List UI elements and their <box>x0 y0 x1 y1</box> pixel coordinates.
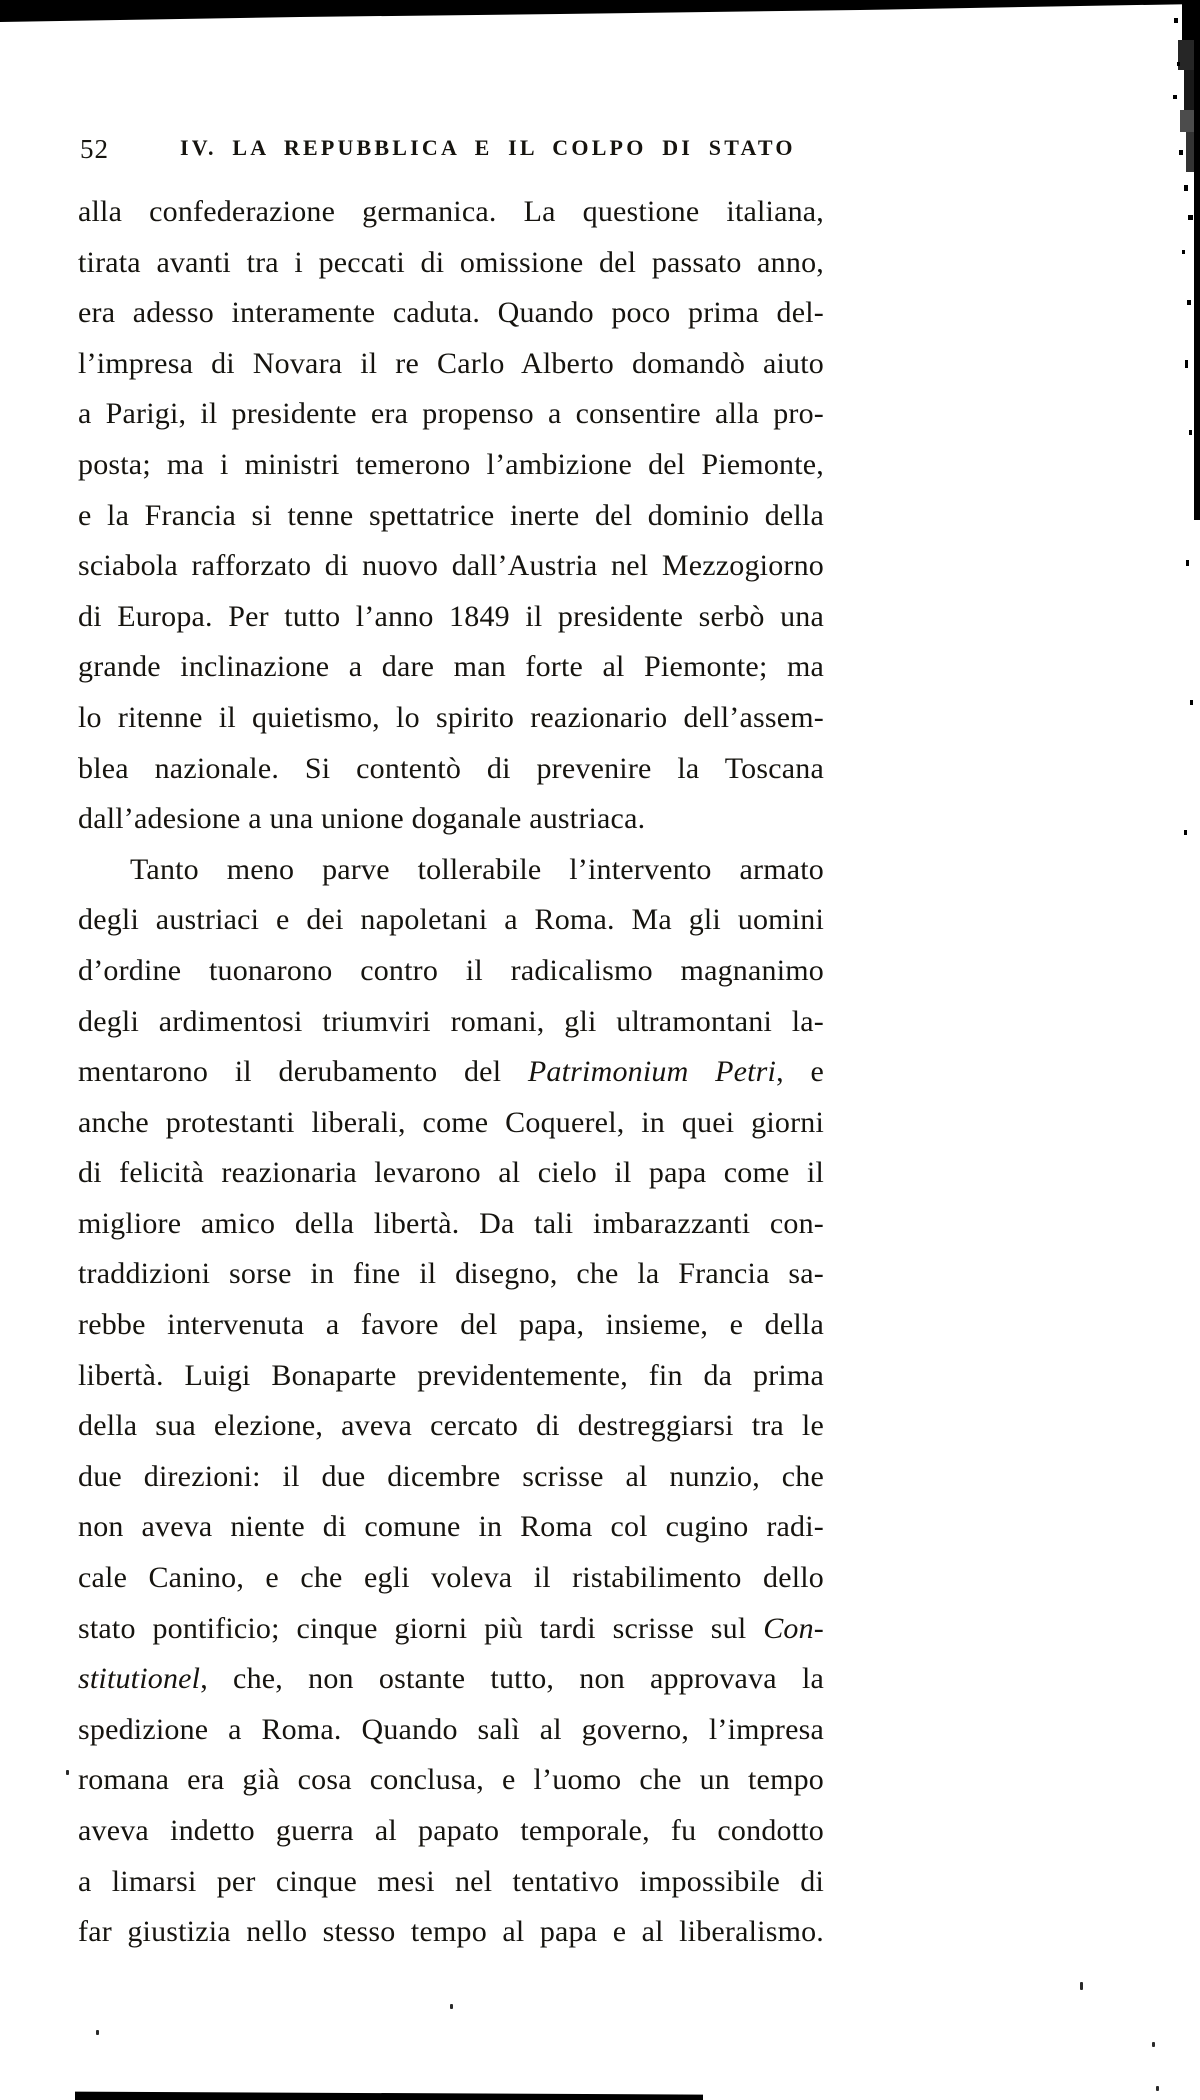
body-text: due direzioni: il due dicembre scrisse al nunzio, che <box>78 1459 824 1493</box>
scan-artifact-right-edge <box>1172 0 1200 900</box>
scan-speck <box>96 2030 99 2035</box>
body-text: anche protestanti liberali, come Coquerel, in quei giorni <box>78 1105 824 1139</box>
text-line <box>78 693 824 744</box>
body-text: d’ordine tuonarono contro il radicalismo magnanimo <box>78 953 824 987</box>
text-line <box>78 1857 824 1908</box>
body-text: a limarsi per cinque mesi nel tentativo impossibile di <box>78 1864 824 1898</box>
text-line <box>78 1452 824 1503</box>
body-text: libertà. Luigi Bonaparte previdentemente, fin da prima <box>78 1358 824 1392</box>
text-line <box>78 187 824 238</box>
body-text: alla confederazione germanica. La questione italiana, <box>78 195 824 228</box>
scan-artifact-bottom-bar <box>75 2088 703 2100</box>
body-text: , che, non ostante tutto, non approvava la <box>200 1662 824 1696</box>
body-text: e la Francia si tenne spettatrice inerte del dominio della <box>78 498 824 532</box>
body-text: posta; ma i ministri temerono l’ambizione del Piemonte, <box>78 447 824 481</box>
body-text: blea nazionale. Si contentò di prevenire la Toscana <box>78 751 824 785</box>
text-line <box>78 1401 824 1452</box>
text-line <box>78 794 824 845</box>
text-line <box>78 491 824 542</box>
running-header: IV. LA REPUBBLICA E IL COLPO DI STATO <box>180 135 796 160</box>
text-line <box>78 895 824 946</box>
body-text: cale Canino, e che egli voleva il ristabilimento dello <box>78 1561 824 1595</box>
scan-speck <box>1156 2086 1159 2091</box>
text-line <box>78 1148 824 1199</box>
scan-speck <box>66 1770 69 1775</box>
text-line <box>78 1705 824 1756</box>
text-line <box>78 997 824 1048</box>
text-line <box>78 1755 824 1806</box>
text-line <box>78 1249 824 1300</box>
text-line <box>78 946 824 997</box>
body-text: grande inclinazione a dare man forte al Piemonte; ma <box>78 650 824 684</box>
body-text: sciabola rafforzato di nuovo dall’Austria nel Mezzogiorno <box>78 549 824 583</box>
body-text: non aveva niente di comune in Roma col cugino radi- <box>78 1510 824 1544</box>
text-line <box>78 1806 824 1857</box>
page-text <box>78 187 824 1958</box>
italic-text: stitutionel <box>78 1662 201 1696</box>
body-text: far giustizia nello stesso tempo al papa e al liberalismo. <box>78 1915 824 1949</box>
body-text: rebbe intervenuta a favore del papa, insieme, e della <box>78 1308 824 1342</box>
text-line <box>78 845 824 896</box>
body-text: degli ardimentosi triumviri romani, gli ultramontani la- <box>78 1004 824 1038</box>
body-text: spedizione a Roma. Quando salì al governo, l’impresa <box>78 1712 824 1746</box>
body-text: traddizioni sorse in fine il disegno, che la Francia sa- <box>78 1257 824 1291</box>
italic-text: Patrimonium Petri <box>527 1055 777 1089</box>
body-text: dall’adesione a una unione doganale austriaca. <box>78 802 646 836</box>
scan-speck <box>450 2004 453 2009</box>
body-text: lo ritenne il quietismo, lo spirito reazionario dell’assem- <box>78 700 824 734</box>
body-text: stato pontificio; cinque giorni più tardi scrisse sul <box>78 1611 764 1645</box>
text-line <box>78 1502 824 1553</box>
scan-artifact-top-bar <box>0 0 1200 26</box>
body-text: migliore amico della libertà. Da tali imbarazzanti con- <box>78 1206 824 1240</box>
text-line <box>78 1553 824 1604</box>
text-line <box>78 1098 824 1149</box>
text-line <box>78 1351 824 1402</box>
text-line <box>78 339 824 390</box>
body-text: mentarono il derubamento del <box>78 1055 528 1089</box>
body-text: aveva indetto guerra al papato temporale, fu condotto <box>78 1814 824 1847</box>
text-line <box>78 744 824 795</box>
body-text: tirata avanti tra i peccati di omissione del passato anno, <box>78 245 824 279</box>
text-line <box>78 440 824 491</box>
body-text: a Parigi, il presidente era propenso a consentire alla pro- <box>78 397 824 431</box>
body-text: romana era già cosa conclusa, e l’uomo che un tempo <box>78 1763 824 1797</box>
body-text: di Europa. Per tutto l’anno 1849 il presidente serbò una <box>78 599 824 633</box>
text-line <box>78 1907 824 1958</box>
body-text: , e <box>776 1055 824 1089</box>
text-line <box>78 1300 824 1351</box>
text-line <box>78 288 824 339</box>
page-number: 52 <box>80 134 109 164</box>
body-text: di felicità reazionaria levarono al cielo il papa come il <box>78 1156 824 1190</box>
text-line <box>78 1604 824 1655</box>
body-text: Tanto meno parve tollerabile l’intervento armato <box>130 852 824 886</box>
body-text: della sua elezione, aveva cercato di destreggiarsi tra le <box>78 1409 824 1443</box>
scan-speck <box>1080 1982 1083 1990</box>
text-line <box>78 541 824 592</box>
text-line <box>78 1047 824 1098</box>
text-line <box>78 592 824 643</box>
body-text: era adesso interamente caduta. Quando poco prima del- <box>78 296 824 330</box>
text-line <box>78 1654 824 1705</box>
italic-text: Con- <box>763 1611 824 1645</box>
body-text: l’impresa di Novara il re Carlo Alberto domandò aiuto <box>78 346 824 380</box>
body-text: degli austriaci e dei napoletani a Roma. Ma gli uomini <box>78 903 824 937</box>
text-line <box>78 642 824 693</box>
text-line <box>78 238 824 289</box>
text-line <box>78 1199 824 1250</box>
text-line <box>78 389 824 440</box>
scan-speck <box>1152 2042 1155 2047</box>
